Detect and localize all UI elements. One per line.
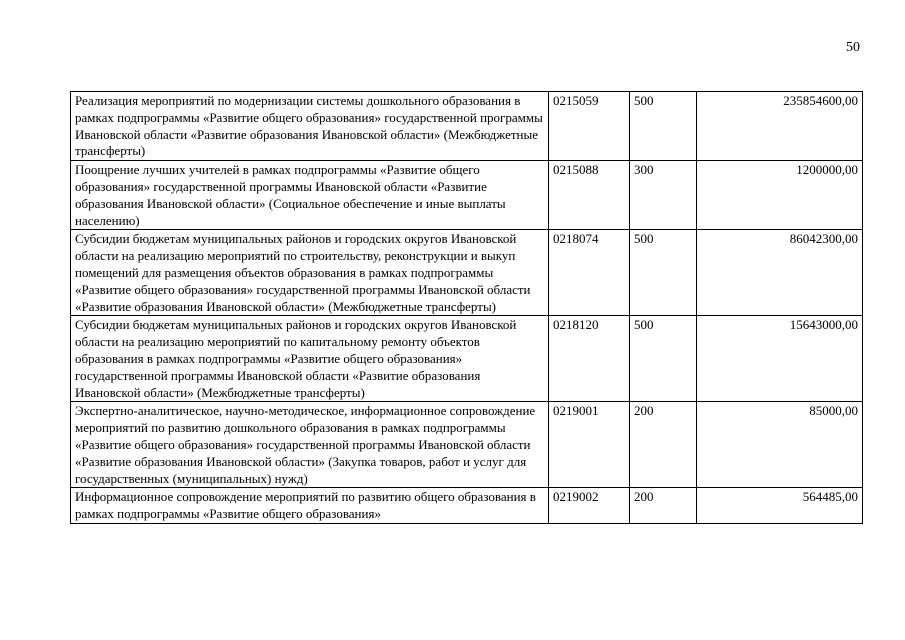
row-expense-type: 200 xyxy=(630,488,697,524)
page-number: 50 xyxy=(846,40,860,55)
row-amount: 564485,00 xyxy=(697,488,863,524)
row-expense-type: 500 xyxy=(630,92,697,161)
row-expense-type: 500 xyxy=(630,230,697,316)
row-amount: 85000,00 xyxy=(697,402,863,488)
row-description: Поощрение лучших учителей в рамках подпрограммы «Развитие общего образования» государственной программы Ивановской области «Развитие образования Ивановской области» (Социальное обеспечение и иные выплаты населению) xyxy=(71,161,549,230)
row-target-code: 0219001 xyxy=(549,402,630,488)
row-target-code: 0219002 xyxy=(549,488,630,524)
table-row xyxy=(71,92,863,161)
row-amount: 235854600,00 xyxy=(697,92,863,161)
row-description: Субсидии бюджетам муниципальных районов и городских округов Ивановской области на реализацию мероприятий по строительству, реконструкции и выкуп помещений для размещения объектов образования в рамках подпрограммы «Развитие общего образования» государственной программы Ивановской области «Развитие образования Ивановской области» (Межбюджетные трансферты) xyxy=(71,230,549,316)
table-row xyxy=(71,488,863,524)
row-description: Экспертно-аналитическое, научно-методическое, информационное сопровождение мероприятий по развитию дошкольного образования в рамках подпрограммы «Развитие общего образования» государственной программы Ивановской области «Развитие образования Ивановской области» (Закупка товаров, работ и услуг для государственных (муниципальных) нужд) xyxy=(71,402,549,488)
row-description: Реализация мероприятий по модернизации системы дошкольного образования в рамках подпрограммы «Развитие общего образования» государственной программы Ивановской области «Развитие образования Ивановской области» (Межбюджетные трансферты) xyxy=(71,92,549,161)
table-row xyxy=(71,161,863,230)
row-target-code: 0215088 xyxy=(549,161,630,230)
row-description: Субсидии бюджетам муниципальных районов и городских округов Ивановской области на реализацию мероприятий по капитальному ремонту объектов образования в рамках подпрограммы «Развитие общего образования» государственной программы Ивановской области «Развитие образования Ивановской области» (Межбюджетные трансферты) xyxy=(71,316,549,402)
table-row xyxy=(71,402,863,488)
row-target-code: 0218120 xyxy=(549,316,630,402)
row-expense-type: 500 xyxy=(630,316,697,402)
row-amount: 86042300,00 xyxy=(697,230,863,316)
table-row xyxy=(71,230,863,316)
table-row xyxy=(71,316,863,402)
row-expense-type: 200 xyxy=(630,402,697,488)
row-target-code: 0215059 xyxy=(549,92,630,161)
row-amount: 1200000,00 xyxy=(697,161,863,230)
row-amount: 15643000,00 xyxy=(697,316,863,402)
row-expense-type: 300 xyxy=(630,161,697,230)
row-target-code: 0218074 xyxy=(549,230,630,316)
row-description: Информационное сопровождение мероприятий по развитию общего образования в рамках подпрограммы «Развитие общего образования» xyxy=(71,488,549,524)
budget-table xyxy=(70,91,863,524)
